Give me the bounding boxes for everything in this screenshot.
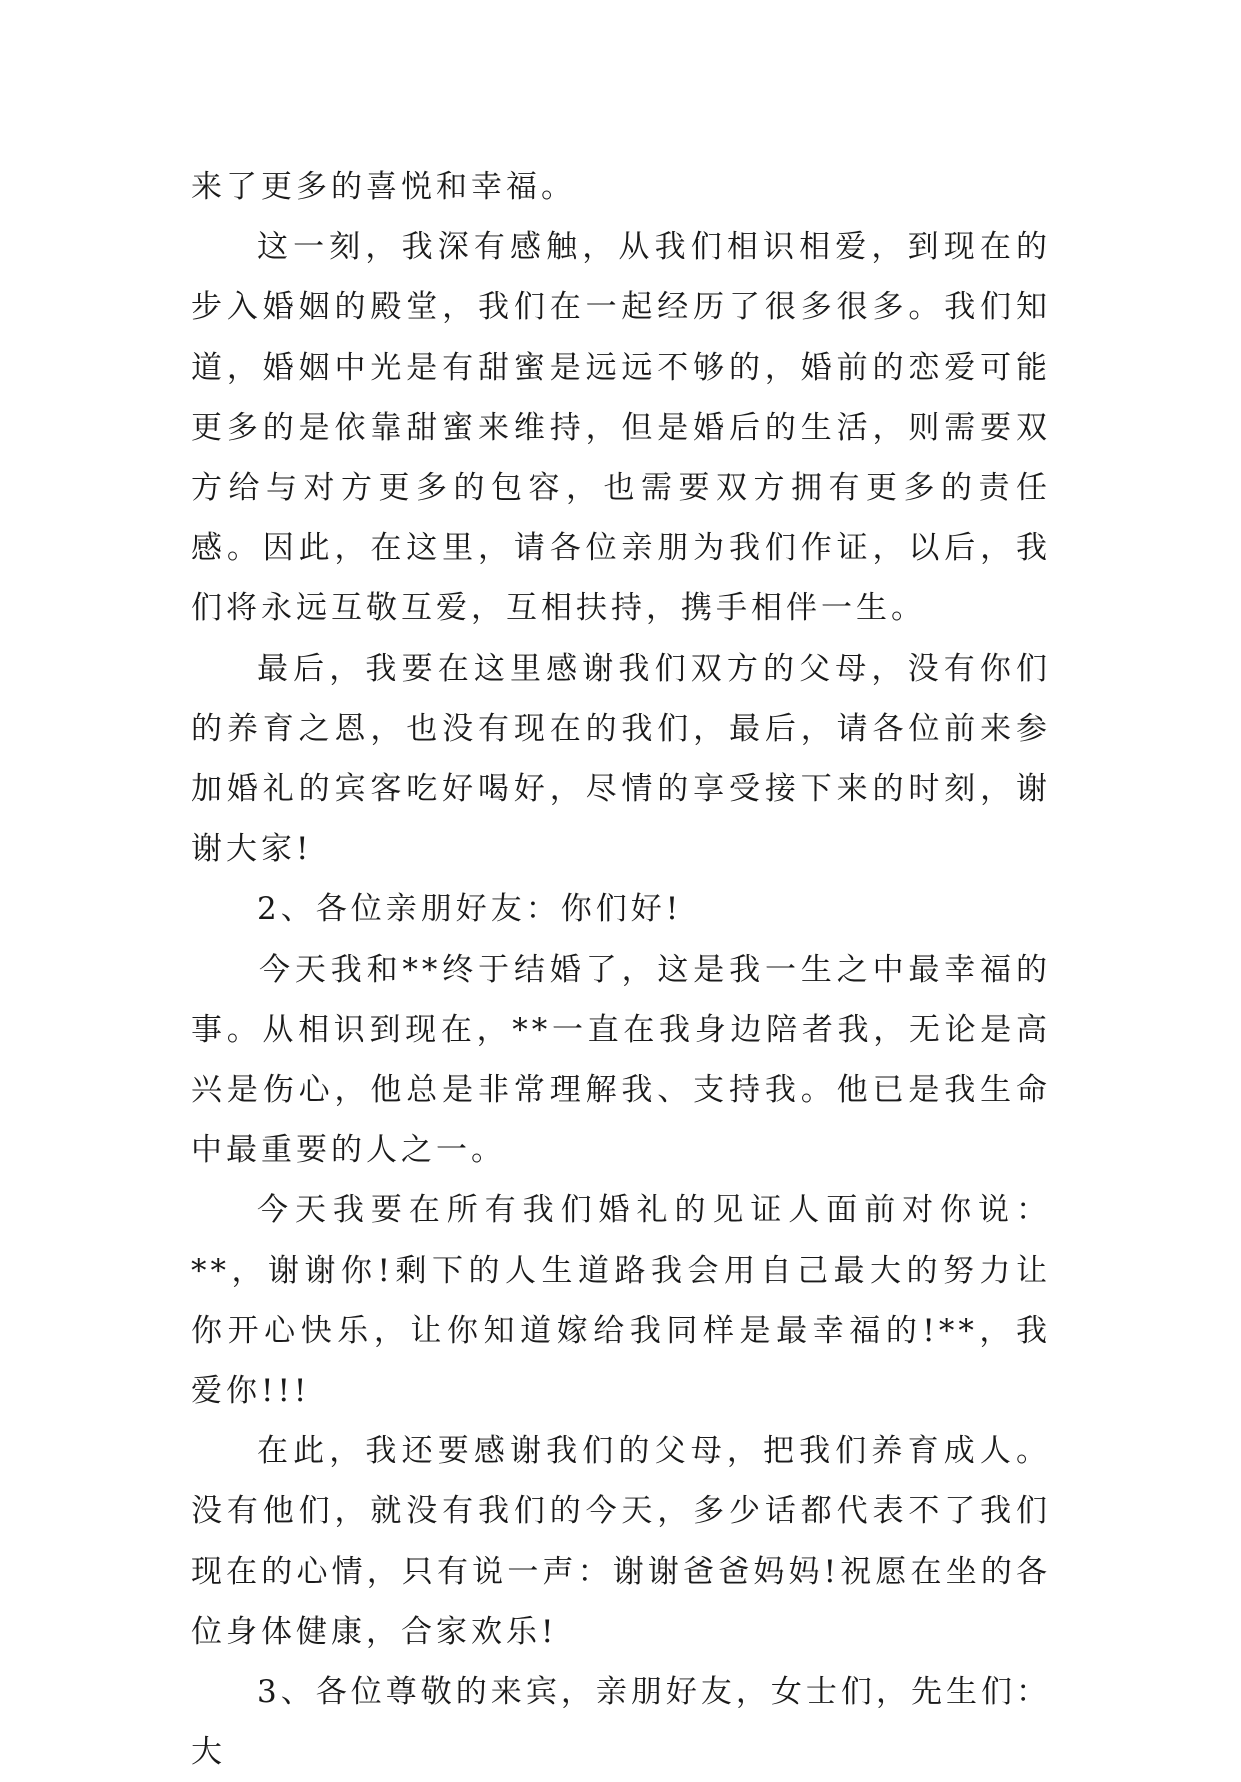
paragraph-gratitude: 在此，我还要感谢我们的父母，把我们养育成人。没有他们，就没有我们的今天，多少话都代表不了我们现在的心情，只有说一声：谢谢爸爸妈妈!祝愿在坐的各位身体健康，合家欢乐! <box>191 1433 1051 1650</box>
paragraph-reflection: 这一刻，我深有感触，从我们相识相爱，到现在的步入婚姻的殿堂，我们在一起经历了很多很多。我们知道，婚姻中光是有甜蜜是远远不够的，婚前的恋爱可能更多的是依靠甜蜜来维持，但是婚后的生活，则需要双方给与对方更多的包容，也需要双方拥有更多的责任感。因此，在这里，请各位亲朋为我们作证，以后，我们将永远互敬互爱，互相扶持，携手相伴一生。 <box>191 229 1051 627</box>
paragraph-wedding-today: 今天我和**终于结婚了，这是我一生之中最幸福的事。从相识到现在，**一直在我身边陪者我，无论是高兴是伤心，他总是非常理解我、支持我。他已是我生命中最重要的人之一。 <box>191 951 1051 1169</box>
paragraph-thanks-parents: 最后，我要在这里感谢我们双方的父母，没有你们的养育之恩，也没有现在的我们，最后，请各位前来参加婚礼的宾客吃好喝好，尽情的享受接下来的时刻，谢谢大家! <box>191 650 1051 868</box>
document-body <box>191 157 1051 1782</box>
paragraph-section-3-heading: 3、各位尊敬的来宾，亲朋好友，女士们，先生们：大 <box>191 1674 1051 1771</box>
paragraph-vow: 今天我要在所有我们婚礼的见证人面前对你说：**，谢谢你!剩下的人生道路我会用自己最大的努力让你开心快乐，让你知道嫁给我同样是最幸福的!**，我爱你!!! <box>191 1192 1051 1410</box>
paragraph-continuation: 来了更多的喜悦和幸福。 <box>191 169 576 205</box>
paragraph-section-2-heading: 2、各位亲朋好友：你们好! <box>257 891 683 928</box>
